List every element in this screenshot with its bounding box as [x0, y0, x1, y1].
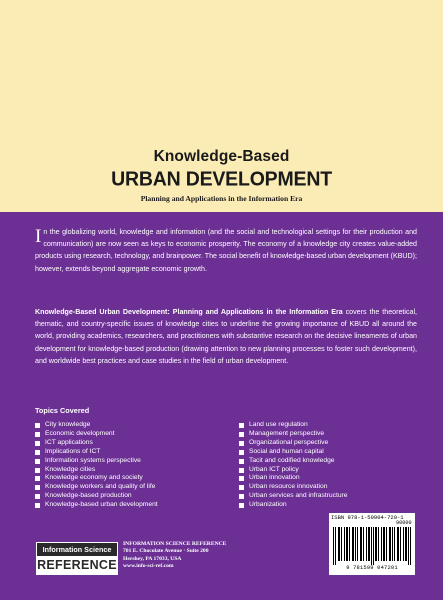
- topic-item: ICT applications: [35, 439, 158, 448]
- logo-bottom-text: REFERENCE: [37, 558, 117, 572]
- isbn-text: ISBN 978-1-59904-720-1: [331, 514, 404, 521]
- bullet-icon: [239, 494, 244, 499]
- paragraph-1-text: n the globalizing world, knowledge and information (and the social and technological settings for their production and communication) are now seen as keys to economic prosperity. The economy of a knowledge city creates value-added products using research, technology, and brainpower. The social benefit of knowledge-based urban development (KBUD); however, extends beyond aggregate economic growth.: [35, 228, 417, 273]
- bullet-icon: [239, 459, 244, 464]
- barcode-number: 9 781599 047201: [346, 565, 398, 571]
- paragraph-2-text: covers the theoretical, thematic, and country-specific issues of knowledge cities to underline the growing importance of KBUD all around the world, providing academics, researchers, and practitioners with substantive research on the decisive lineaments of urban development for knowledge-based production (drawing attention to new planning processes to foster such development), and worldwide best practices and case studies in the field of urban development.: [35, 308, 417, 365]
- topic-item: Social and human capital: [239, 448, 348, 457]
- topics-heading: Topics Covered: [35, 406, 90, 415]
- description-paragraph-1: [35, 226, 417, 275]
- publisher-address: [123, 541, 226, 570]
- bullet-icon: [239, 441, 244, 446]
- price-code: 90000: [396, 520, 412, 526]
- bullet-icon: [239, 450, 244, 455]
- subtitle: Planning and Applications in the Information Era: [140, 194, 303, 203]
- topic-item: Urban innovation: [239, 474, 348, 483]
- bullet-icon: [239, 468, 244, 473]
- bullet-icon: [35, 494, 40, 499]
- topic-item: Information systems perspective: [35, 457, 158, 466]
- bullet-icon: [35, 450, 40, 455]
- topic-item: Urban services and infrastructure: [239, 492, 348, 501]
- publisher-address-line-2: Hershey, PA 17033, USA: [123, 555, 182, 562]
- topic-item: Tacit and codified knowledge: [239, 457, 348, 466]
- topics-list-right: [239, 421, 348, 510]
- bullet-icon: [239, 476, 244, 481]
- topic-item: Knowledge cities: [35, 466, 158, 475]
- bullet-icon: [35, 485, 40, 490]
- bullet-icon: [35, 432, 40, 437]
- bullet-icon: [35, 459, 40, 464]
- topic-item: Knowledge-based production: [35, 492, 158, 501]
- bullet-icon: [239, 503, 244, 508]
- publisher-website: www.info-sci-ref.com: [123, 562, 174, 569]
- topic-item: Land use regulation: [239, 421, 348, 430]
- topic-item: Urbanization: [239, 501, 348, 510]
- publisher-logo: [36, 542, 118, 575]
- bullet-icon: [239, 432, 244, 437]
- topic-item: Management perspective: [239, 430, 348, 439]
- topic-item: Economic development: [35, 430, 158, 439]
- drop-cap: I: [35, 226, 42, 247]
- bullet-icon: [239, 423, 244, 428]
- logo-top-text: Information Science: [37, 543, 117, 556]
- bullet-icon: [35, 468, 40, 473]
- bullet-icon: [239, 485, 244, 490]
- bullet-icon: [35, 441, 40, 446]
- paragraph-2-lead: Knowledge-Based Urban Development: Planning and Applications in the Information Era: [35, 308, 343, 316]
- bullet-icon: [35, 423, 40, 428]
- bullet-icon: [35, 476, 40, 481]
- bullet-icon: [35, 503, 40, 508]
- topic-item: Knowledge economy and society: [35, 474, 158, 483]
- description-paragraph-2: [35, 306, 417, 367]
- title-line-1: Knowledge-Based: [153, 148, 290, 165]
- topics-list-left: [35, 421, 158, 510]
- topic-item: Implications of ICT: [35, 448, 158, 457]
- publisher-address-line-1: 701 E. Chocolate Avenue · Suite 200: [123, 548, 209, 555]
- topic-item: Knowledge-based urban development: [35, 501, 158, 510]
- barcode-icon: [333, 527, 411, 565]
- topic-item: Urban resource innovation: [239, 483, 348, 492]
- topic-item: Urban ICT policy: [239, 466, 348, 475]
- publisher-name: INFORMATION SCIENCE REFERENCE: [123, 541, 227, 547]
- title-line-2: URBAN DEVELOPMENT: [111, 167, 332, 191]
- topic-item: Organizational perspective: [239, 439, 348, 448]
- topic-item: Knowledge workers and quality of life: [35, 483, 158, 492]
- topic-item: City knowledge: [35, 421, 158, 430]
